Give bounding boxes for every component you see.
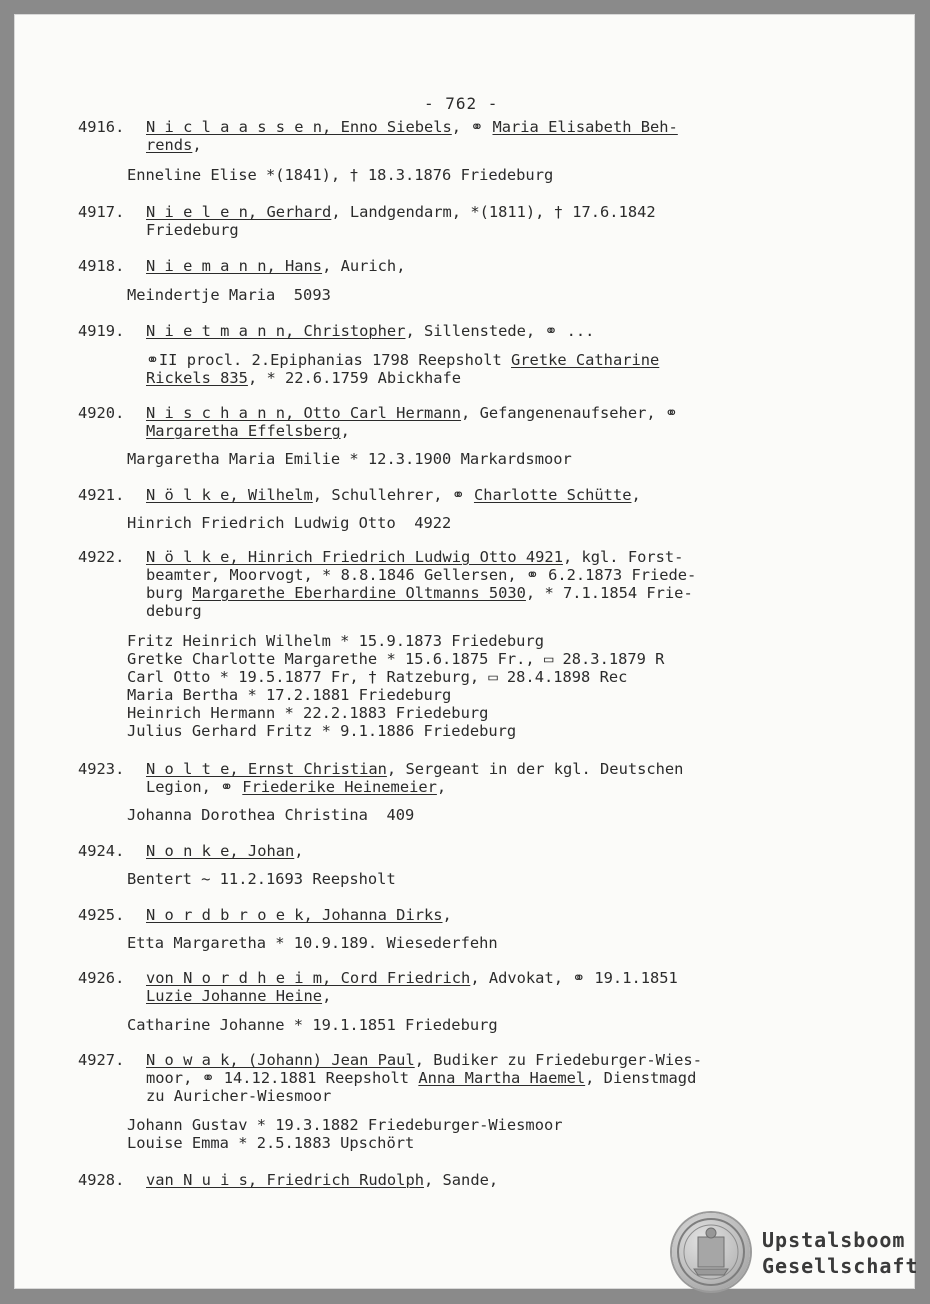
entry-number: 4922. (78, 548, 125, 566)
children-list (127, 1016, 767, 1034)
entry-body (146, 203, 826, 239)
entry-text: , * 7.1.1854 Frie- (525, 584, 693, 602)
entry-text: , (322, 987, 332, 1005)
entry-line (146, 969, 826, 987)
entry-line (146, 369, 826, 387)
underlined-name: N o l t e, Ernst Christian (146, 760, 387, 778)
entry-text: , kgl. Forst- (562, 548, 684, 566)
children-list (127, 450, 767, 468)
children-list (127, 1116, 767, 1152)
entry-text: , Advokat, ⚭ 19.1.1851 (470, 969, 678, 987)
underlined-name: Gretke Catharine (511, 351, 660, 369)
underlined-name: Anna Martha Haemel (418, 1069, 586, 1087)
document-page (14, 14, 919, 1289)
underlined-name: N ö l k e, Hinrich Friedrich Ludwig Otto 4921 (146, 548, 563, 566)
entry-number: 4919. (78, 322, 125, 340)
children-list (127, 934, 767, 952)
entry-text: , (436, 778, 447, 796)
entry-number: 4927. (78, 1051, 125, 1069)
entry-body (146, 906, 826, 924)
underlined-name: N i c l a a s s e n, Enno Siebels (146, 118, 452, 136)
entry-text: , Gefangenenaufseher, ⚭ (461, 404, 678, 422)
entry-body (146, 322, 826, 340)
children-list (127, 870, 767, 888)
children-list (127, 806, 767, 824)
child-entry: Catharine Johanne * 19.1.1851 Friedeburg (127, 1016, 498, 1034)
entry-number: 4917. (78, 203, 125, 221)
entry-line (146, 257, 826, 275)
entry-text: , ⚭ (451, 118, 493, 136)
child-entry: Bentert ~ 11.2.1693 Reepsholt (127, 870, 396, 888)
entry-line (146, 842, 826, 860)
entry-text: burg (146, 584, 193, 602)
entry-line (146, 1051, 826, 1069)
entry-line (146, 118, 826, 136)
underlined-name: Margaretha Effelsberg (146, 422, 341, 440)
entry-number: 4928. (78, 1171, 125, 1189)
underlined-name: Charlotte Schütte (473, 486, 632, 504)
children-list (127, 166, 767, 184)
entry-text: deburg (146, 602, 202, 620)
underlined-name: Maria Elisabeth Beh- (492, 118, 678, 136)
entry-body (146, 257, 826, 275)
child-entry: Margaretha Maria Emilie * 12.3.1900 Markardsmoor (127, 450, 572, 468)
entry-body (146, 842, 826, 860)
child-entry: Etta Margaretha * 10.9.189. Wiesederfehn (127, 934, 498, 952)
entry-text: , Sergeant in der kgl. Deutschen (386, 760, 684, 778)
entry-number: 4923. (78, 760, 125, 778)
entry-number: 4918. (78, 257, 125, 275)
entry-number: 4925. (78, 906, 125, 924)
entry-line (146, 760, 826, 778)
entry-line (146, 351, 826, 369)
entry-text: , Aurich, (322, 257, 406, 275)
underlined-name: van N u i s, Friedrich Rudolph (146, 1171, 424, 1189)
entry-line (146, 1171, 826, 1189)
child-entry: Enneline Elise *(1841), † 18.3.1876 Friedeburg (127, 166, 554, 184)
entry-body (146, 1051, 826, 1105)
underlined-name: rends (146, 136, 193, 154)
entry-text: , Budiker zu Friedeburger-Wies- (414, 1051, 702, 1069)
entry-body (146, 486, 826, 504)
entry-line (146, 221, 826, 239)
child-entry: Julius Gerhard Fritz * 9.1.1886 Friedeburg (127, 722, 517, 740)
children-list (127, 514, 767, 532)
entry-body (146, 760, 826, 796)
entry-line (146, 203, 826, 221)
child-entry: Meindertje Maria 5093 (127, 286, 331, 304)
brand-name (762, 1227, 919, 1279)
underlined-name: N o n k e, Johan (146, 842, 295, 860)
underlined-name: N ö l k e, Wilhelm (146, 486, 313, 504)
entry-line (146, 486, 826, 504)
entry-line (146, 136, 826, 154)
child-entry: Heinrich Hermann * 22.2.1883 Friedeburg (127, 704, 489, 722)
child-entry: Carl Otto * 19.5.1877 Fr, † Ratzeburg, ▭ 28.4.1898 Rec (127, 668, 628, 686)
entry-line (146, 906, 826, 924)
entry-text: Friedeburg (146, 221, 239, 239)
underlined-name: Friederike Heinemeier (242, 778, 437, 796)
child-entry: Hinrich Friedrich Ludwig Otto 4922 (127, 514, 452, 532)
entry-line (146, 1087, 826, 1105)
underlined-name: Luzie Johanne Heine (146, 987, 323, 1005)
entry-text: , Dienstmagd (585, 1069, 697, 1087)
child-entry: Johanna Dorothea Christina 409 (127, 806, 415, 824)
entry-number: 4920. (78, 404, 125, 422)
entry-body (146, 404, 826, 440)
entry-number: 4924. (78, 842, 125, 860)
entry-line (146, 422, 826, 440)
brand-line-1: Upstalsboom (762, 1228, 906, 1252)
entry-number: 4926. (78, 969, 125, 987)
underlined-name: N o w a k, (Johann) Jean Paul (146, 1051, 415, 1069)
entry-body (146, 548, 826, 620)
entry-line (146, 566, 826, 584)
entry-text: , Landgendarm, *(1811), † 17.6.1842 (331, 203, 656, 221)
brand-line-2: Gesellschaft (762, 1254, 919, 1278)
underlined-name: Rickels 835 (146, 369, 248, 387)
underlined-name: N i s c h a n n, Otto Carl Hermann (146, 404, 462, 422)
entry-number: 4921. (78, 486, 125, 504)
entry-line (146, 548, 826, 566)
children-list (127, 286, 767, 304)
publisher-logo (672, 1213, 922, 1293)
entry-text: ⚭II procl. 2.Epiphanias 1798 Reepsholt (146, 351, 512, 369)
entry-line (146, 778, 826, 796)
entry-number: 4916. (78, 118, 125, 136)
entry-body (146, 118, 826, 154)
entry-text: , Sande, (423, 1171, 499, 1189)
underlined-name: von N o r d h e i m, Cord Friedrich (146, 969, 471, 987)
entry-text: beamter, Moorvogt, * 8.8.1846 Gellersen, ⚭ 6.2.1873 Friede- (146, 566, 697, 584)
child-entry: Maria Bertha * 17.2.1881 Friedeburg (127, 686, 452, 704)
child-entry: Gretke Charlotte Margarethe * 15.6.1875 Fr., ▭ 28.3.1879 R (127, 650, 665, 668)
entry-text: , (192, 136, 202, 154)
entry-text: , (294, 842, 304, 860)
entry-text: , (340, 422, 350, 440)
page-number: - 762 - (424, 94, 499, 113)
entry-line (146, 1069, 826, 1087)
entry-body (146, 969, 826, 1005)
entry-body (146, 1171, 826, 1189)
entry-line (146, 987, 826, 1005)
entry-body (146, 351, 826, 387)
underlined-name: N i e t m a n n, Christopher (146, 322, 406, 340)
entry-line (146, 404, 826, 422)
entry-text: , (631, 486, 641, 504)
entry-text: , (442, 906, 452, 924)
entry-text: moor, ⚭ 14.12.1881 Reepsholt (146, 1069, 419, 1087)
entry-line (146, 322, 826, 340)
children-list (127, 632, 767, 740)
child-entry: Fritz Heinrich Wilhelm * 15.9.1873 Friedeburg (127, 632, 544, 650)
entry-text: zu Auricher-Wiesmoor (146, 1087, 332, 1105)
entry-text: , Sillenstede, ⚭ ... (405, 322, 595, 340)
entry-text: , * 22.6.1759 Abickhafe (247, 369, 462, 387)
underlined-name: N i e m a n n, Hans (146, 257, 323, 275)
entry-text: , Schullehrer, ⚭ (312, 486, 474, 504)
underlined-name: Margarethe Eberhardine Oltmanns 5030 (192, 584, 526, 602)
seal-icon (672, 1213, 750, 1291)
entry-line (146, 584, 826, 602)
child-entry: Johann Gustav * 19.3.1882 Friedeburger-Wiesmoor (127, 1116, 563, 1134)
underlined-name: N i e l e n, Gerhard (146, 203, 332, 221)
entry-line (146, 602, 826, 620)
child-entry: Louise Emma * 2.5.1883 Upschört (127, 1134, 415, 1152)
underlined-name: N o r d b r o e k, Johanna Dirks (146, 906, 443, 924)
entry-text: Legion, ⚭ (146, 778, 243, 796)
